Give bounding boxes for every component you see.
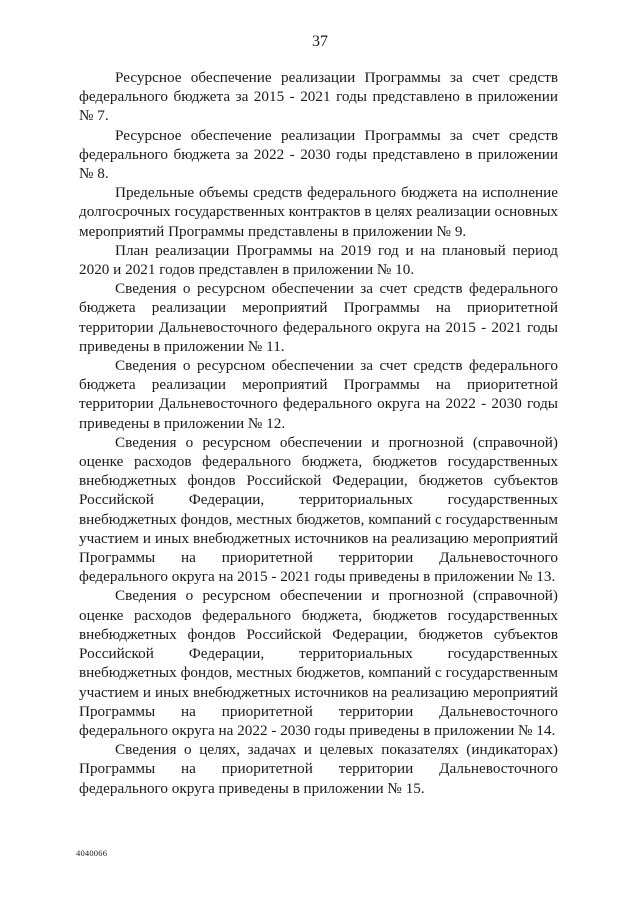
body-text — [79, 68, 558, 798]
paragraph-appendix-11: Сведения о ресурсном обеспечении за счет средств федерального бюджета реализации мероприятий Программы на приоритетной территории Дальневосточного федерального округа на 2015 - 2021 годы приведены в приложении № 11. — [79, 280, 558, 355]
paragraph-appendix-14: Сведения о ресурсном обеспечении и прогнозной (справочной) оценке расходов федерального бюджета, бюджетов государственных внебюджетных фондов Российской Федерации, бюджетов субъектов Российской Федерации, территориальных государственных внебюджетных фондов, местных бюджетов, компаний с государственным участием и иных внебюджетных источников на реализацию мероприятий Программы на приоритетной территории Дальневосточного федерального округа на 2022 - 2030 годы приведены в приложении № 14. — [79, 587, 558, 739]
page-number: 37 — [312, 33, 328, 50]
document-code: 4040066 — [76, 848, 108, 858]
paragraph-appendix-10: План реализации Программы на 2019 год и на плановый период 2020 и 2021 годов представлен в приложении № 10. — [79, 241, 558, 279]
paragraph-appendix-13: Сведения о ресурсном обеспечении и прогнозной (справочной) оценке расходов федерального бюджета, бюджетов государственных внебюджетных фондов Российской Федерации, бюджетов субъектов Российской Федерации, территориальных государственных внебюджетных фондов, местных бюджетов, компаний с государственным участием и иных внебюджетных источников на реализацию мероприятий Программы на приоритетной территории Дальневосточного федерального округа на 2015 - 2021 годы приведены в приложении № 13. — [79, 433, 558, 586]
paragraph-appendix-12: Сведения о ресурсном обеспечении за счет средств федерального бюджета реализации мероприятий Программы на приоритетной территории Дальневосточного федерального округа на 2022 - 2030 годы приведены в приложении № 12. — [79, 357, 558, 432]
paragraph-appendix-7: Ресурсное обеспечение реализации Программы за счет средств федерального бюджета за 2015 - 2021 годы представлено в приложении № 7. — [79, 69, 558, 125]
paragraph-appendix-9: Предельные объемы средств федерального бюджета на исполнение долгосрочных государственных контрактов в целях реализации основных мероприятий Программы представлены в приложении № 9. — [79, 184, 558, 240]
paragraph-appendix-8: Ресурсное обеспечение реализации Программы за счет средств федерального бюджета за 2022 - 2030 годы представлено в приложении № 8. — [79, 126, 558, 183]
paragraph-appendix-15: Сведения о целях, задачах и целевых показателях (индикаторах) Программы на приоритетной территории Дальневосточного федерального округа приведены в приложении № 15. — [79, 741, 558, 797]
